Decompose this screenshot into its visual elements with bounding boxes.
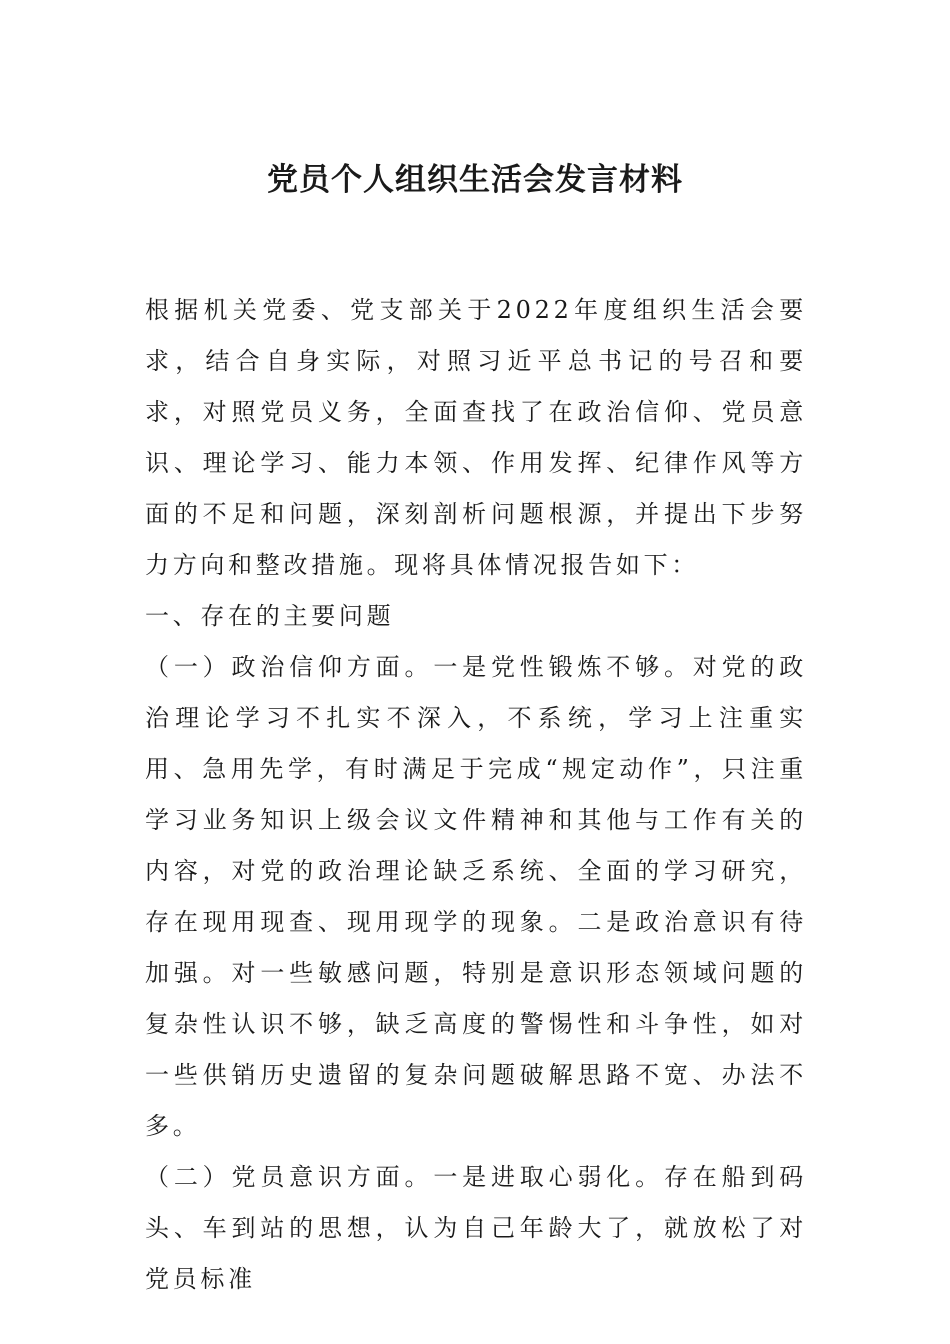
- intro-paragraph: 根据机关党委、党支部关于2022年度组织生活会要求，结合自身实际，对照习近平总书记的号召和要求，对照党员义务，全面查找了在政治信仰、党员意识、理论学习、能力本领、作用发挥、纪律作风等方面的不足和问题，深刻剖析问题根源，并提出下步努力方向和整改措施。现将具体情况报告如下：: [145, 296, 807, 579]
- document-title: 党员个人组织生活会发言材料: [267, 162, 683, 198]
- section-heading: 一、存在的主要问题: [145, 602, 395, 630]
- document-body: [145, 285, 807, 1305]
- political-belief-paragraph: （一）政治信仰方面。一是党性锻炼不够。对党的政治理论学习不扎实不深入，不系统，学习上注重实用、急用先学，有时满足于完成“规定动作”，只注重学习业务知识上级会议文件精神和其他与工作有关的内容，对党的政治理论缺乏系统、全面的学习研究，存在现用现查、现用现学的现象。二是政治意识有待加强。对一些敏感问题，特别是意识形态领域问题的复杂性认识不够，缺乏高度的警惕性和斗争性，如对一些供销历史遗留的复杂问题破解思路不宽、办法不多。: [145, 653, 807, 1140]
- party-awareness-paragraph: （二）党员意识方面。一是进取心弱化。存在船到码头、车到站的思想，认为自己年龄大了，就放松了对党员标准: [145, 1163, 807, 1293]
